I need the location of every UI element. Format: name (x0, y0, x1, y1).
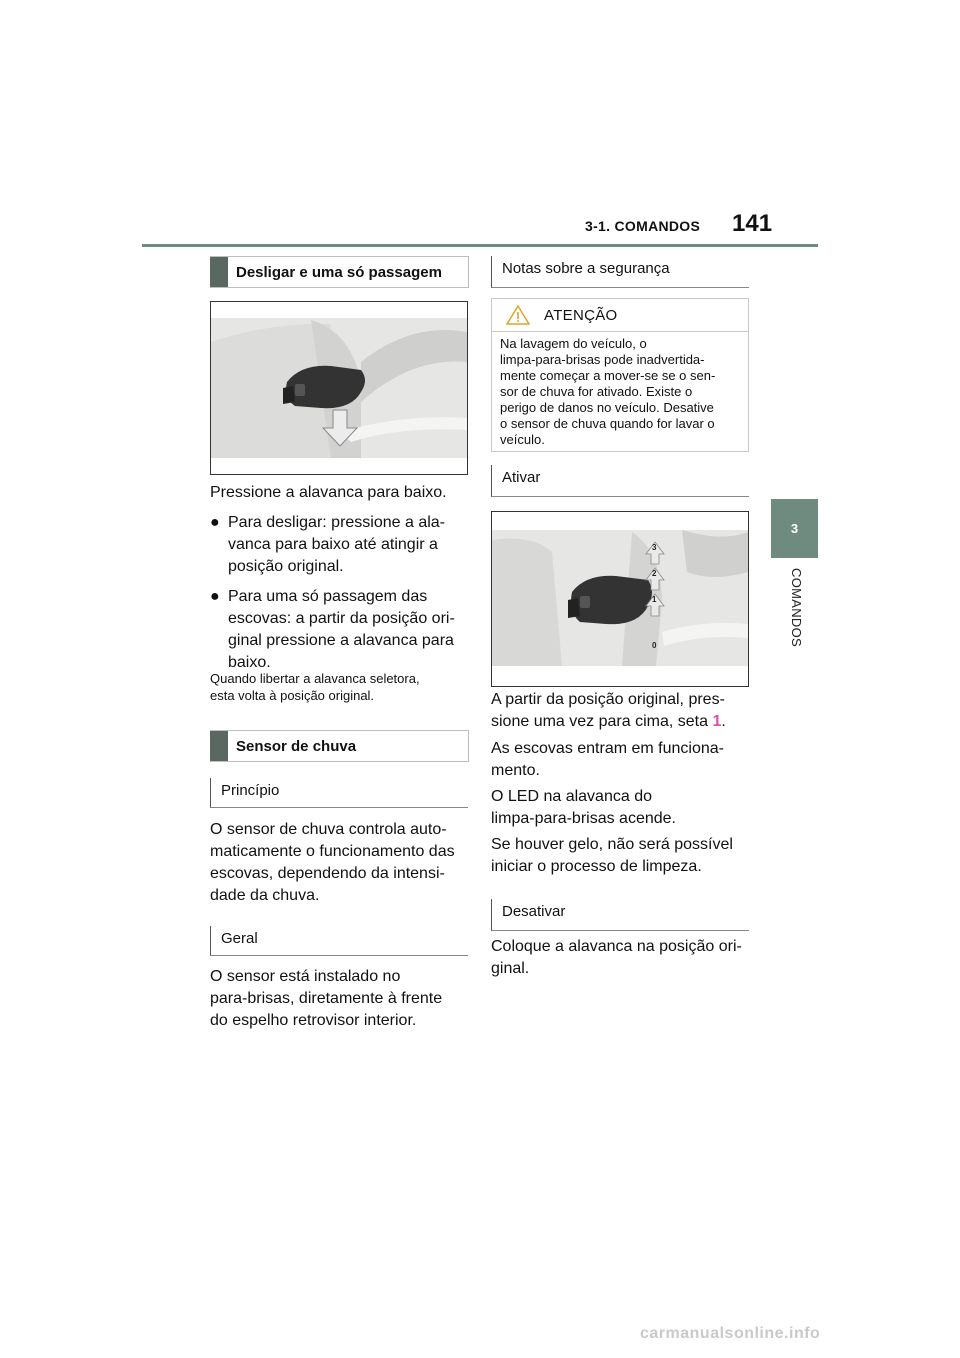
chapter-label: COMANDOS (789, 568, 804, 647)
fig-label-2: 2 (652, 569, 657, 578)
watermark: carmanualsonline.info (640, 1325, 821, 1342)
section-header-text: Desligar e uma só passagem (236, 263, 442, 281)
subheading-activate: Ativar (491, 465, 749, 497)
bullet-item: ● Para uma só passagem das escovas: a partir da posição ori- ginal pressione a alavanca para baixo. (210, 588, 455, 671)
subheading-general: Geral (210, 926, 468, 956)
subheading-principle: Princípio (210, 778, 468, 808)
bullet-item: ● Para desligar: pressione a ala- vanca para baixo até atingir a posição original. (210, 514, 446, 575)
lever-up-illustration (492, 512, 748, 686)
lever-down-illustration (211, 302, 467, 474)
section-header-text: Sensor de chuva (236, 737, 357, 755)
page-number: 141 (732, 210, 773, 237)
note-text: Quando libertar a alavanca seletora, esta volta à posição original. (210, 671, 420, 703)
section-bar (210, 257, 228, 287)
section-bar (210, 731, 228, 761)
paragraph-principle: O sensor de chuva controla auto- maticamente o funcionamento das escovas, dependendo da intensi- dade da chuva. (210, 821, 455, 904)
section-header-rain-sensor (210, 730, 469, 762)
warning-text: Na lavagem do veículo, o limpa-para-brisas pode inadvertida- mente começar a mover-se se o sen- sor de chuva for ativado. Existe o perigo de danos no veículo. Desative o sensor de chuva quando for lavar o veículo. (500, 336, 716, 447)
subheading-safety: Notas sobre a segurança (491, 256, 749, 288)
paragraph-ice: Se houver gelo, não será possível iniciar o processo de limpeza. (491, 836, 733, 875)
paragraph-deactivate: Coloque a alavanca na posição ori- ginal. (491, 938, 742, 977)
warning-triangle-icon (506, 305, 530, 325)
chapter-tab: 3 (771, 499, 818, 558)
fig-label-1: 1 (652, 595, 657, 604)
subheading-deactivate: Desativar (491, 899, 749, 931)
section-title: 3-1. COMANDOS (585, 218, 701, 234)
fig-label-0: 0 (652, 641, 657, 650)
bullet-dot-icon: ● (210, 588, 220, 605)
paragraph-general: O sensor está instalado no para-brisas, diretamente à frente do espelho retrovisor interior. (210, 968, 443, 1029)
paragraph-press-down: Pressione a alavanca para baixo. (210, 484, 447, 501)
paragraph-wipers-start: As escovas entram em funciona- mento. (491, 740, 724, 779)
paragraph-activate: A partir da posição original, pres- sione uma vez para cima, seta 1. (491, 691, 726, 730)
bullet-dot-icon: ● (210, 514, 220, 531)
header-rule (142, 244, 818, 247)
fig-label-3: 3 (652, 543, 657, 552)
figure-lever-down (210, 301, 468, 475)
figure-lever-up (491, 511, 749, 687)
paragraph-led: O LED na alavanca do limpa-para-brisas acende. (491, 788, 676, 827)
bullet-list (210, 512, 468, 674)
warning-box (491, 298, 749, 452)
warning-header (492, 299, 748, 332)
warning-title: ATENÇÃO (544, 306, 618, 324)
arrow-number: 1 (712, 713, 722, 730)
section-header-off (210, 256, 469, 288)
